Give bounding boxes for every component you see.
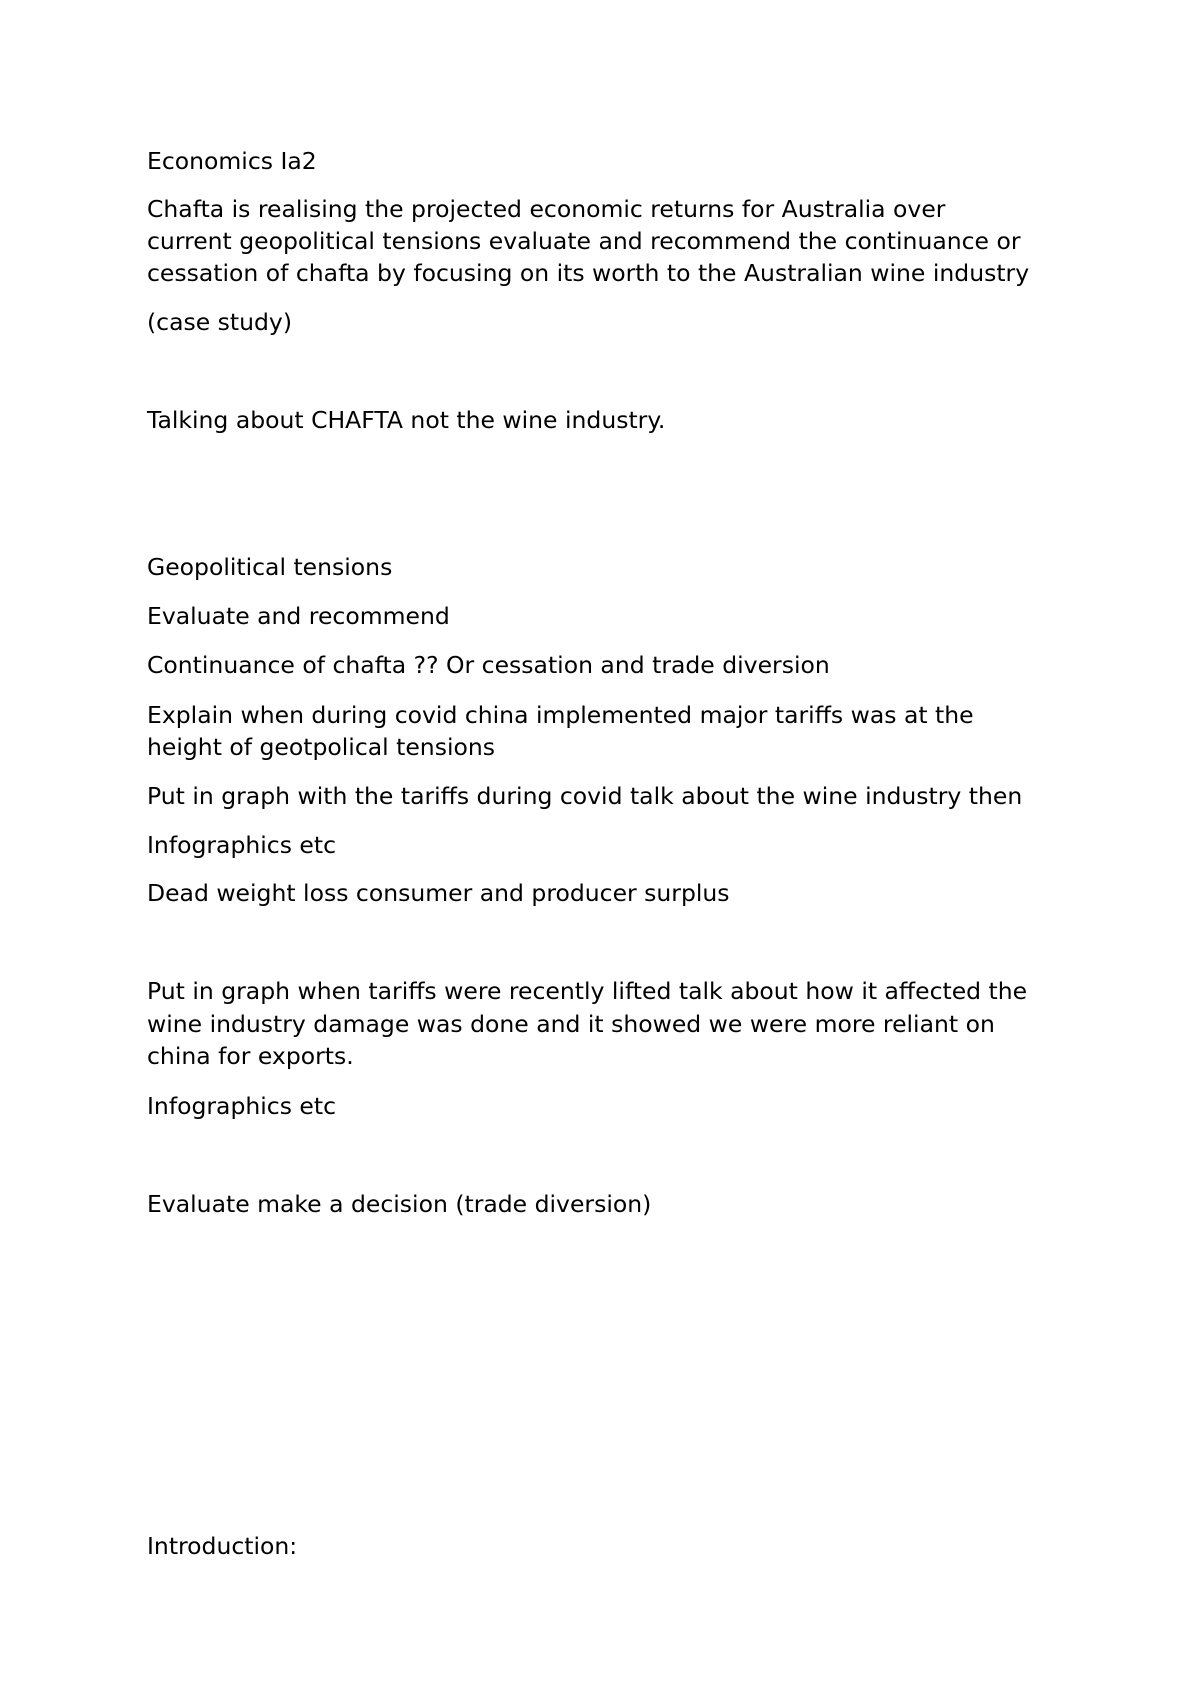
outline-geopolitical: Geopolitical tensions [147,553,393,581]
document-title: Economics Ia2 [147,147,317,175]
outline-infographics-2: Infographics etc [147,1092,337,1120]
prompt-line-1: Chafta is realising the projected economic returns for Australia over [147,195,946,223]
outline-graph-covid: Put in graph with the tariffs during covid talk about the wine industry then [147,782,1023,810]
outline-graph-lifted-line-1: Put in graph when tariffs were recently lifted talk about how it affected the [147,977,1028,1005]
prompt-line-3: cessation of chafta by focusing on its worth to the Australian wine industry [147,259,1030,287]
outline-explain-line-2: height of geotpolical tensions [147,733,495,761]
outline-evaluate: Evaluate and recommend [147,602,450,630]
case-study-note: (case study) [147,308,293,336]
introduction-heading: Introduction: [147,1532,298,1560]
outline-explain-line-1: Explain when during covid china implemented major tariffs was at the [147,701,974,729]
outline-graph-lifted-line-2: wine industry damage was done and it showed we were more reliant on [147,1010,995,1038]
prompt-line-2: current geopolitical tensions evaluate and recommend the continuance or [147,227,1021,255]
outline-deadweight: Dead weight loss consumer and producer surplus [147,879,730,907]
outline-infographics-1: Infographics etc [147,831,337,859]
outline-decision: Evaluate make a decision (trade diversion) [147,1190,652,1218]
focus-note: Talking about CHAFTA not the wine industry. [147,406,666,434]
outline-graph-lifted-line-3: china for exports. [147,1042,354,1070]
outline-continuance: Continuance of chafta ?? Or cessation and trade diversion [147,651,830,679]
